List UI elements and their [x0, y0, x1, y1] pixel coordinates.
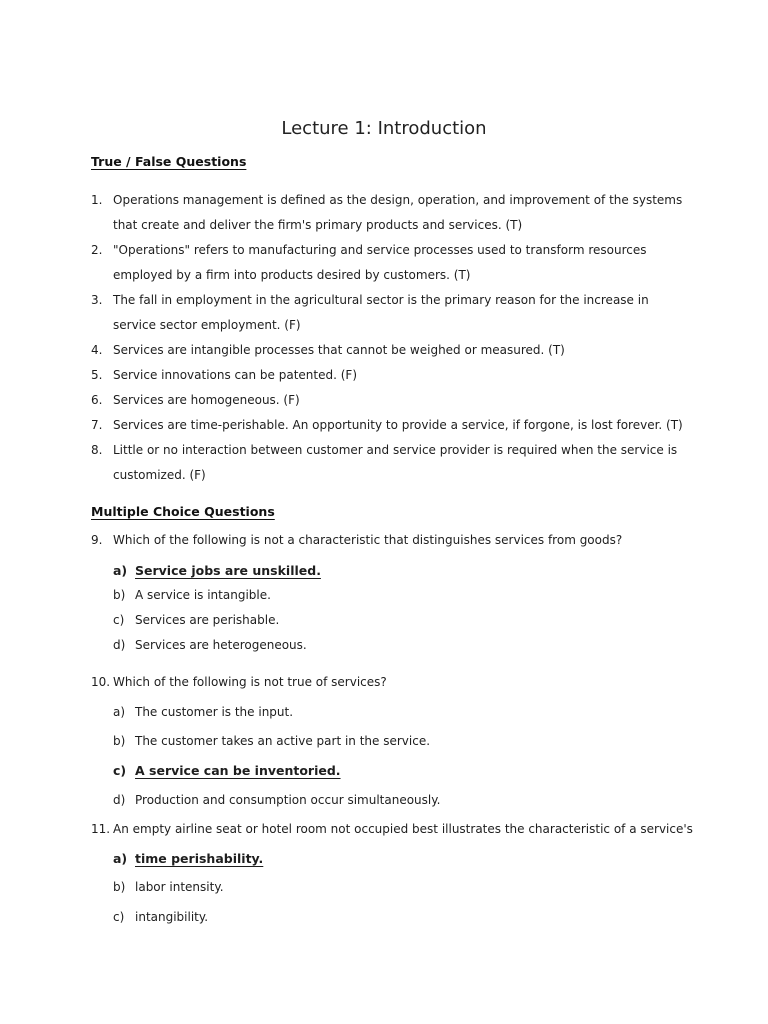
option-text: intangibility. — [135, 910, 209, 924]
tf-question-list — [91, 188, 691, 488]
question-text: Service innovations can be patented. (F) — [113, 368, 358, 382]
mc-option — [113, 910, 208, 924]
mc-option — [113, 734, 430, 748]
question-text: Operations management is defined as the design, operation, and improvement of the systems that create and deliver the firm's primary products and services. (T) — [113, 193, 683, 232]
question-number: 6. — [91, 393, 103, 407]
mc-option-correct — [113, 563, 321, 578]
question-number: 1. — [91, 193, 103, 207]
tf-question — [91, 438, 691, 488]
tf-section-heading: True / False Questions — [91, 154, 247, 169]
question-text: Little or no interaction between customer and service provider is required when the service is customized. (F) — [113, 443, 678, 482]
question-text: "Operations" refers to manufacturing and service processes used to transform resources employed by a firm into products desired by customers. (T) — [113, 243, 647, 282]
mc-option — [113, 638, 307, 652]
mc-option-correct — [113, 763, 341, 778]
option-letter: c) — [113, 613, 125, 627]
tf-question — [91, 188, 691, 238]
tf-question — [91, 238, 691, 288]
question-number: 4. — [91, 343, 103, 357]
mc-question-stem — [91, 533, 622, 547]
tf-question — [91, 388, 691, 413]
option-text: Production and consumption occur simultaneously. — [135, 793, 441, 807]
question-number: 11. — [91, 822, 111, 836]
question-text: Services are homogeneous. (F) — [113, 393, 300, 407]
tf-question — [91, 338, 691, 363]
option-text: A service is intangible. — [135, 588, 271, 602]
page-title: Lecture 1: Introduction — [281, 118, 487, 139]
option-text: labor intensity. — [135, 880, 224, 894]
question-text: Services are intangible processes that cannot be weighed or measured. (T) — [113, 343, 565, 357]
question-text: Which of the following is not true of services? — [113, 675, 387, 689]
question-number: 9. — [91, 533, 103, 547]
option-letter: a) — [113, 851, 128, 866]
mc-option — [113, 588, 271, 602]
option-text: The customer is the input. — [135, 705, 294, 719]
option-letter: b) — [113, 734, 126, 748]
question-text: An empty airline seat or hotel room not occupied best illustrates the characteristic of a service's — [113, 822, 693, 836]
option-letter: b) — [113, 880, 126, 894]
option-text: The customer takes an active part in the service. — [135, 734, 431, 748]
option-text: Service jobs are unskilled. — [135, 563, 321, 578]
question-number: 8. — [91, 443, 103, 457]
question-number: 3. — [91, 293, 103, 307]
question-number: 10. — [91, 675, 111, 689]
question-number: 7. — [91, 418, 103, 432]
tf-question — [91, 288, 691, 338]
option-text: time perishability. — [135, 851, 264, 866]
question-text: Which of the following is not a characteristic that distinguishes services from goods? — [113, 533, 623, 547]
mc-option — [113, 880, 224, 894]
question-number: 5. — [91, 368, 103, 382]
mc-option — [113, 793, 440, 807]
question-text: The fall in employment in the agricultural sector is the primary reason for the increase in service sector employment. (F) — [113, 293, 649, 332]
mc-question-stem — [91, 822, 693, 836]
option-letter: a) — [113, 705, 126, 719]
mc-section-heading: Multiple Choice Questions — [91, 504, 275, 519]
tf-question — [91, 413, 691, 438]
question-text: Services are time-perishable. An opportunity to provide a service, if forgone, is lost forever. (T) — [113, 418, 683, 432]
option-letter: d) — [113, 638, 126, 652]
option-text: A service can be inventoried. — [135, 763, 341, 778]
option-letter: c) — [113, 910, 125, 924]
mc-option-correct — [113, 851, 263, 866]
option-letter: c) — [113, 763, 127, 778]
mc-option — [113, 705, 293, 719]
option-text: Services are heterogeneous. — [135, 638, 307, 652]
mc-question-stem — [91, 675, 387, 689]
tf-question — [91, 363, 691, 388]
question-number: 2. — [91, 243, 103, 257]
option-letter: a) — [113, 563, 128, 578]
option-text: Services are perishable. — [135, 613, 280, 627]
option-letter: d) — [113, 793, 126, 807]
mc-option — [113, 613, 279, 627]
option-letter: b) — [113, 588, 126, 602]
